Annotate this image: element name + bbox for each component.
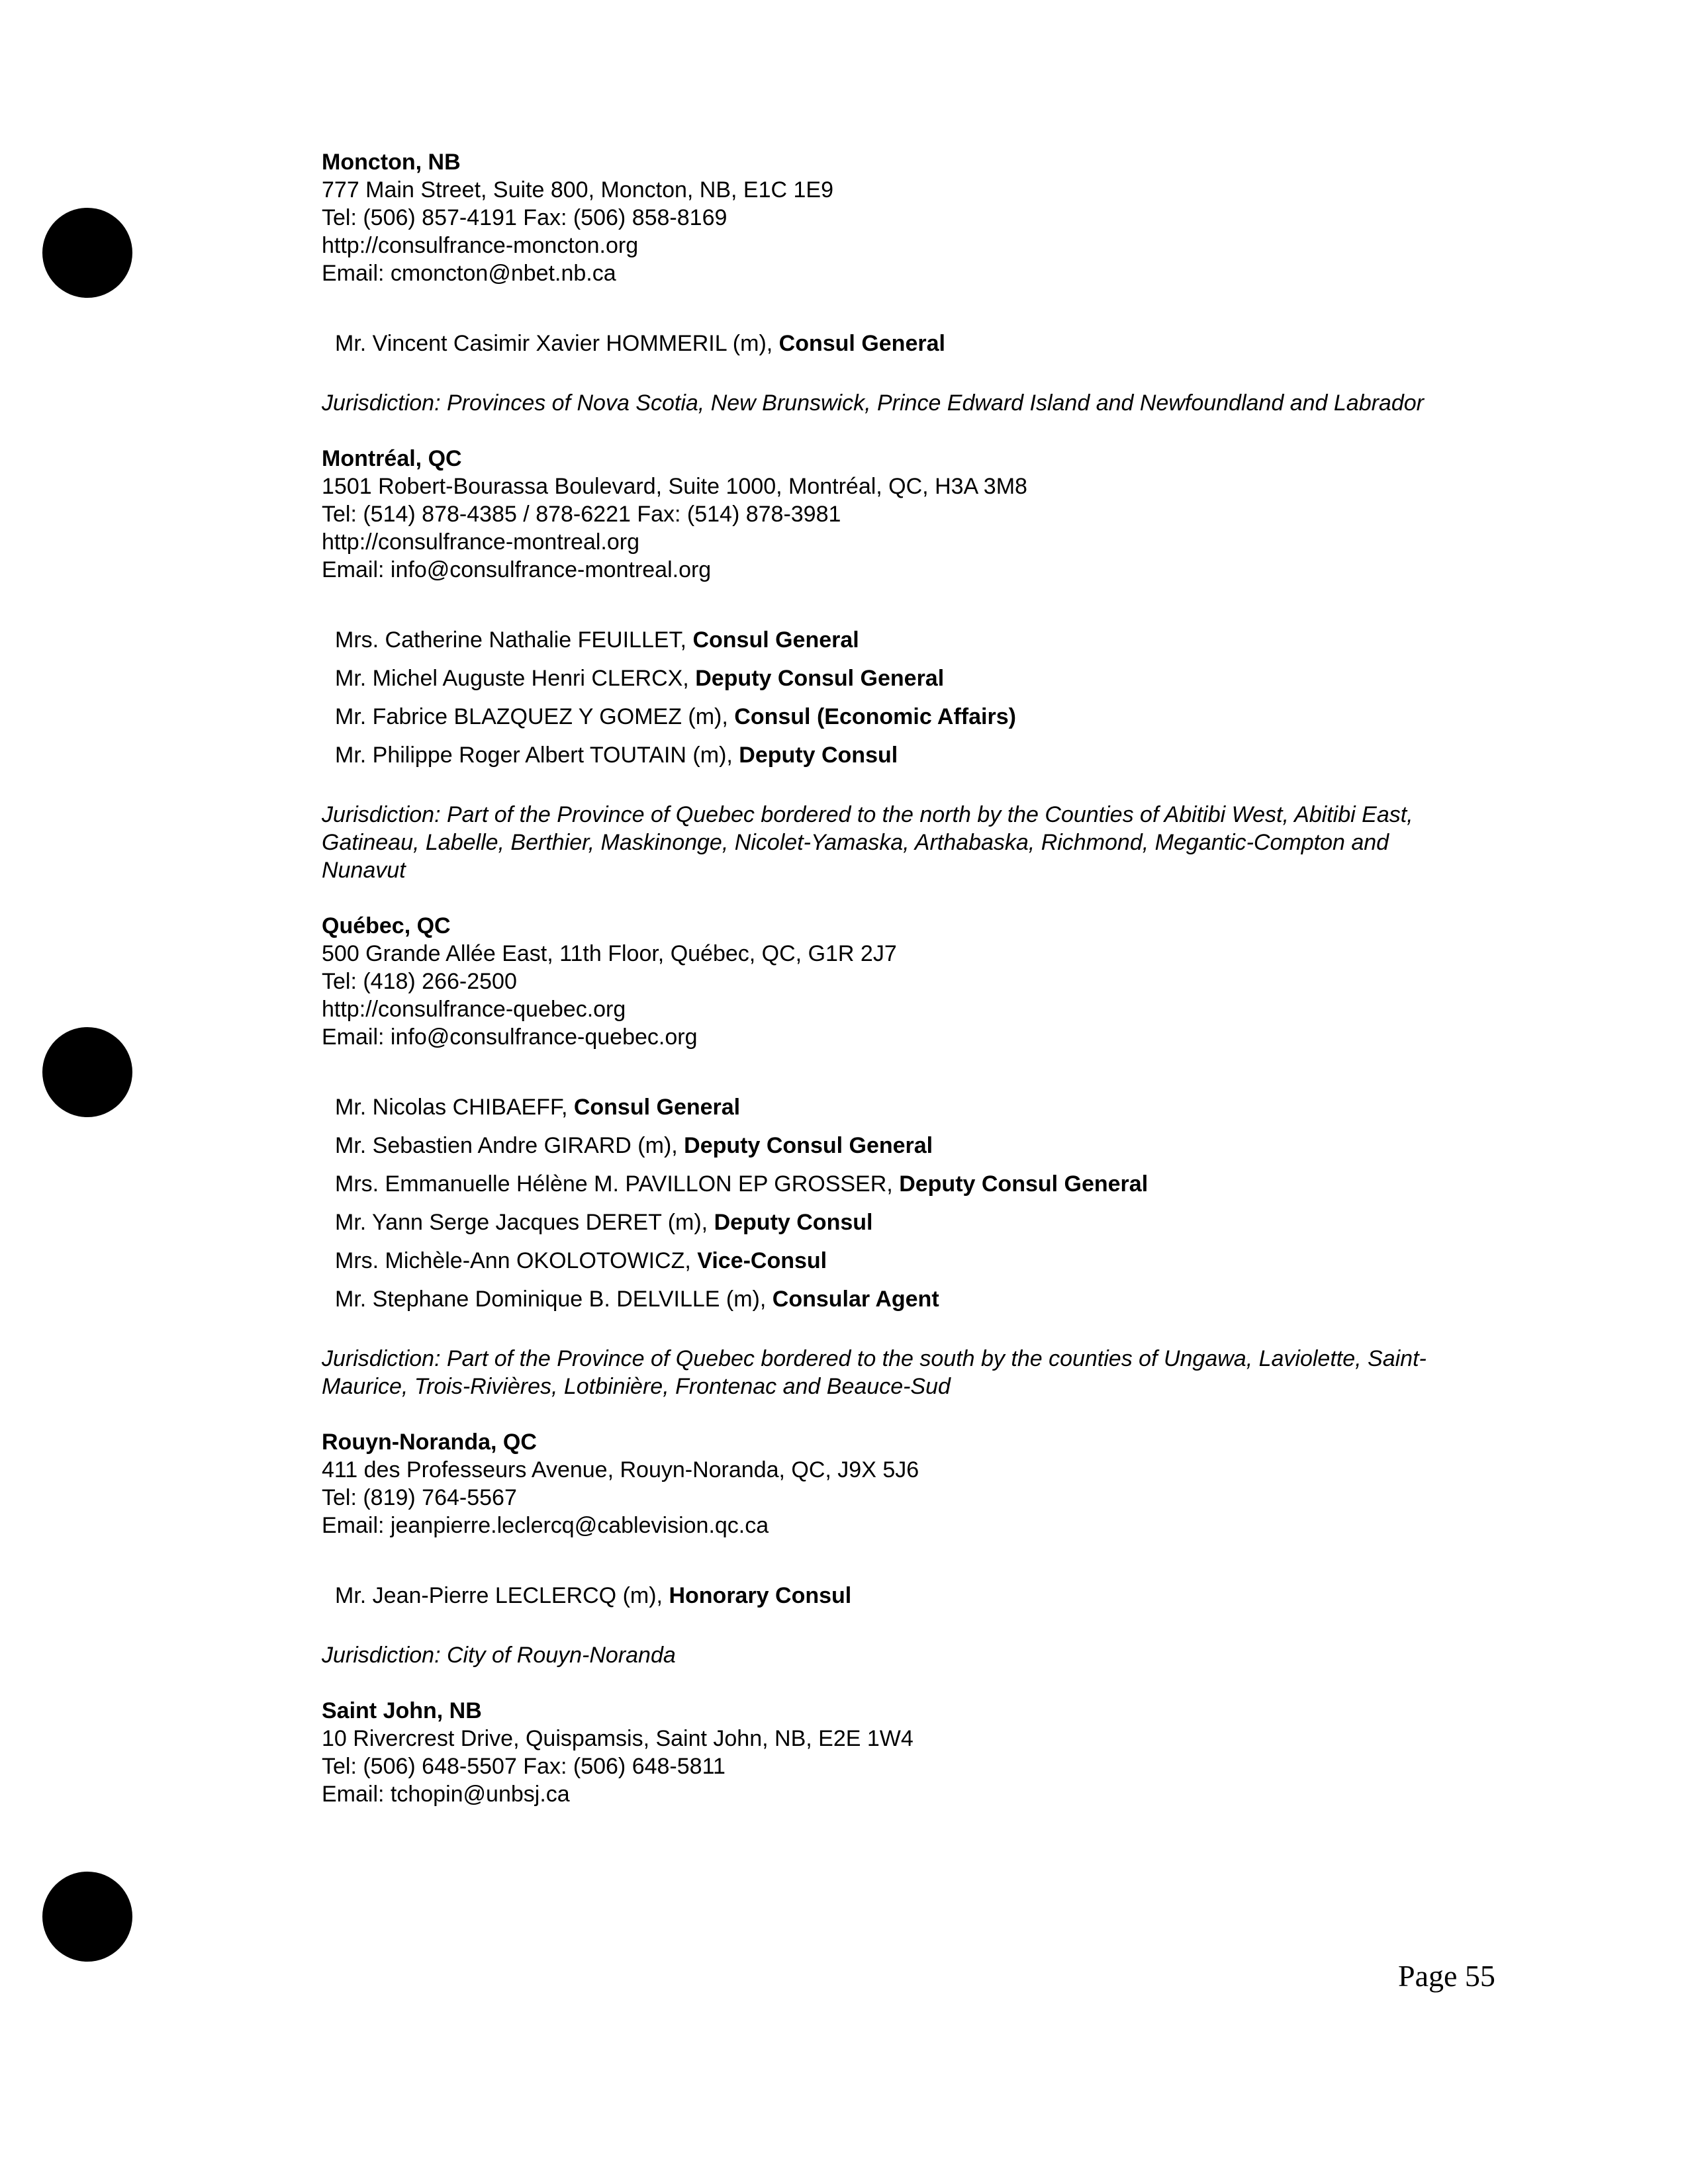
official-role: Consul General <box>573 1095 741 1120</box>
office-address: 500 Grande Allée East, 11th Floor, Québec, QC, G1R 2J7 <box>322 941 897 966</box>
officials-list <box>322 1576 1474 1615</box>
office-city: Montréal, QC <box>322 446 462 471</box>
office-website: http://consulfrance-moncton.org <box>322 233 639 258</box>
punch-hole-bottom <box>42 1872 132 1962</box>
official-role: Vice-Consul <box>697 1248 827 1273</box>
office-address: 777 Main Street, Suite 800, Moncton, NB, E1C 1E9 <box>322 177 833 203</box>
official-role: Consul General <box>692 627 859 653</box>
official-name: Mr. Jean-Pierre LECLERCQ (m), <box>335 1583 669 1608</box>
office-email: Email: jeanpierre.leclercq@cablevision.qc.ca <box>322 1513 769 1538</box>
official-entry <box>335 1242 1474 1280</box>
punch-hole-middle <box>42 1027 132 1117</box>
officials-list <box>322 324 1474 363</box>
office-phone-fax: Tel: (506) 648-5507 Fax: (506) 648-5811 <box>322 1754 726 1779</box>
official-name: Mr. Stephane Dominique B. DELVILLE (m), <box>335 1287 773 1312</box>
office-phone-fax: Tel: (506) 857-4191 Fax: (506) 858-8169 <box>322 205 727 230</box>
office-email: Email: cmoncton@nbet.nb.ca <box>322 261 616 286</box>
official-name: Mr. Philippe Roger Albert TOUTAIN (m), <box>335 743 739 768</box>
office-city: Saint John, NB <box>322 1698 482 1723</box>
jurisdiction-note: Jurisdiction: Provinces of Nova Scotia, New Brunswick, Prince Edward Island and Newfoundland and Labrador <box>322 390 1424 416</box>
official-role: Honorary Consul <box>669 1583 852 1608</box>
office-website: http://consulfrance-montreal.org <box>322 529 640 555</box>
official-name: Mr. Fabrice BLAZQUEZ Y GOMEZ (m), <box>335 704 735 729</box>
office-city: Québec, QC <box>322 913 451 938</box>
office-website: http://consulfrance-quebec.org <box>322 997 626 1022</box>
office-moncton <box>322 148 1474 417</box>
official-name: Mrs. Catherine Nathalie FEUILLET, <box>335 627 693 653</box>
official-role: Consul (Economic Affairs) <box>734 704 1016 729</box>
official-entry <box>335 1126 1474 1165</box>
official-role: Deputy Consul <box>714 1210 873 1235</box>
official-entry <box>335 1576 1474 1615</box>
office-email: Email: info@consulfrance-quebec.org <box>322 1024 698 1050</box>
official-role: Deputy Consul General <box>684 1133 933 1158</box>
office-quebec <box>322 912 1474 1400</box>
official-entry <box>335 659 1474 698</box>
official-entry <box>335 698 1474 736</box>
official-entry <box>335 1088 1474 1126</box>
punch-hole-top <box>42 208 132 298</box>
office-phone: Tel: (819) 764-5567 <box>322 1485 517 1510</box>
page-number: Page 55 <box>1398 1959 1495 1993</box>
office-email: Email: info@consulfrance-montreal.org <box>322 557 712 582</box>
office-phone: Tel: (418) 266-2500 <box>322 969 517 994</box>
official-role: Consul General <box>778 331 945 356</box>
official-entry <box>335 1280 1474 1318</box>
official-name: Mr. Nicolas CHIBAEFF, <box>335 1095 574 1120</box>
official-entry <box>335 621 1474 659</box>
official-name: Mr. Vincent Casimir Xavier HOMMERIL (m), <box>335 331 779 356</box>
jurisdiction-note: Jurisdiction: Part of the Province of Quebec bordered to the north by the Counties of Abitibi West, Abitibi East, Gatineau, Labelle, Berthier, Maskinonge, Nicolet-Yamaska, Arthabaska, Richmond, Megantic-Compton and Nunavut <box>322 802 1413 883</box>
jurisdiction-note: Jurisdiction: City of Rouyn-Noranda <box>322 1643 676 1668</box>
official-entry <box>335 736 1474 774</box>
official-role: Deputy Consul <box>739 743 898 768</box>
official-name: Mr. Sebastien Andre GIRARD (m), <box>335 1133 684 1158</box>
jurisdiction-note: Jurisdiction: Part of the Province of Quebec bordered to the south by the counties of Ungawa, Laviolette, Saint-Maurice, Trois-Rivières, Lotbinière, Frontenac and Beauce-Sud <box>322 1346 1427 1399</box>
office-saint-john <box>322 1697 1474 1808</box>
office-city: Rouyn-Noranda, QC <box>322 1430 537 1455</box>
consulate-listing <box>322 148 1474 1808</box>
office-address: 1501 Robert-Bourassa Boulevard, Suite 1000, Montréal, QC, H3A 3M8 <box>322 474 1027 499</box>
official-name: Mrs. Emmanuelle Hélène M. PAVILLON EP GROSSER, <box>335 1171 900 1197</box>
official-name: Mr. Michel Auguste Henri CLERCX, <box>335 666 696 691</box>
office-phone-fax: Tel: (514) 878-4385 / 878-6221 Fax: (514) 878-3981 <box>322 502 841 527</box>
official-name: Mrs. Michèle-Ann OKOLOTOWICZ, <box>335 1248 698 1273</box>
office-email: Email: tchopin@unbsj.ca <box>322 1782 570 1807</box>
official-entry <box>335 324 1474 363</box>
office-montreal <box>322 445 1474 884</box>
official-role: Deputy Consul General <box>899 1171 1149 1197</box>
officials-list <box>322 1088 1474 1318</box>
officials-list <box>322 621 1474 774</box>
office-address: 10 Rivercrest Drive, Quispamsis, Saint John, NB, E2E 1W4 <box>322 1726 914 1751</box>
office-city: Moncton, NB <box>322 150 461 175</box>
official-name: Mr. Yann Serge Jacques DERET (m), <box>335 1210 714 1235</box>
official-entry <box>335 1165 1474 1203</box>
official-entry <box>335 1203 1474 1242</box>
office-rouyn-noranda <box>322 1428 1474 1669</box>
official-role: Consular Agent <box>772 1287 939 1312</box>
official-role: Deputy Consul General <box>695 666 945 691</box>
office-address: 411 des Professeurs Avenue, Rouyn-Noranda, QC, J9X 5J6 <box>322 1457 919 1482</box>
